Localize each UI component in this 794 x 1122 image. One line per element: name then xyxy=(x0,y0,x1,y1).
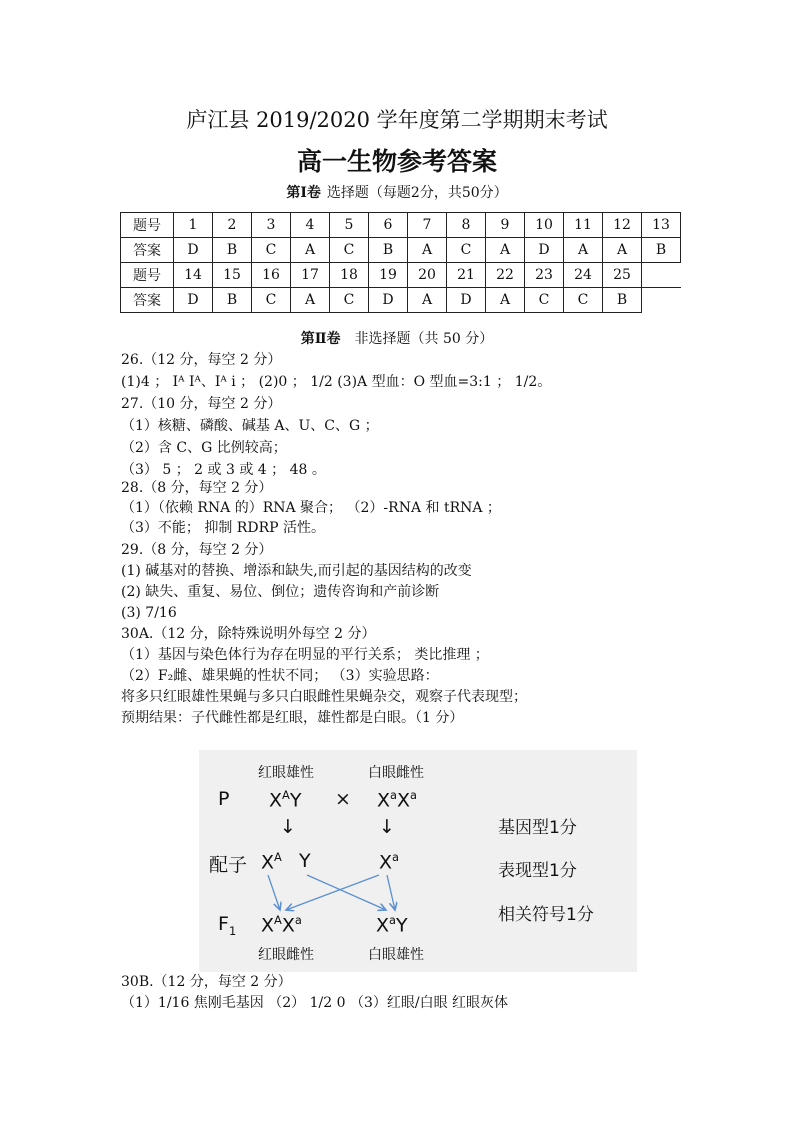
row-label: 答案 xyxy=(121,288,174,313)
table-cell: C xyxy=(525,288,564,313)
female-parent-label: 白眼雌性 xyxy=(368,765,424,781)
question-row-1 xyxy=(121,213,681,238)
male-genotype: $X^AY$ xyxy=(269,788,302,812)
table-cell: 6 xyxy=(369,213,408,238)
table-cell: 10 xyxy=(525,213,564,238)
table-cell: 5 xyxy=(330,213,369,238)
gamete-label: 配子 xyxy=(209,854,248,876)
table-cell: 9 xyxy=(486,213,525,238)
table-cell: B xyxy=(603,288,642,313)
f1-male-genotype: $X^aY$ xyxy=(376,913,408,937)
table-cell: D xyxy=(174,238,213,263)
down-arrow-icon: ↓ xyxy=(280,816,296,838)
question-row-2 xyxy=(121,263,681,288)
answer-line: (1) 碱基对的替换、增添和缺失,而引起的基因结构的改变 xyxy=(121,563,472,579)
scoring-note: 基因型1分 xyxy=(498,818,577,838)
table-cell: 16 xyxy=(252,263,291,288)
answer-line: (2) 缺失、重复、易位、倒位；遗传咨询和产前诊断 xyxy=(121,584,440,600)
table-cell: 19 xyxy=(369,263,408,288)
answer-line: 29.（8 分，每空 2 分） xyxy=(121,542,273,558)
answer-line: （1）核糖、磷酸、碱基 A、U、C、G ； xyxy=(121,418,379,434)
table-cell: 21 xyxy=(447,263,486,288)
answer-row-2 xyxy=(121,288,681,313)
table-cell: 7 xyxy=(408,213,447,238)
table-cell: C xyxy=(447,238,486,263)
table-cell: A xyxy=(408,238,447,263)
table-cell: 24 xyxy=(564,263,603,288)
table-cell: 3 xyxy=(252,213,291,238)
gamete-arrow xyxy=(268,875,280,910)
table-cell: 15 xyxy=(213,263,252,288)
answer-line: （3） 5 ； 2 或 3 或 4 ； 48 。 xyxy=(121,462,326,478)
table-cell: 13 xyxy=(642,213,681,238)
p-generation-label: P xyxy=(218,788,230,810)
section-2-label: 第Ⅱ卷 xyxy=(300,331,341,347)
gamete-arrow xyxy=(307,875,386,910)
table-cell: B xyxy=(642,238,681,263)
scoring-note: 表现型1分 xyxy=(498,861,577,881)
row-label: 题号 xyxy=(121,213,174,238)
table-cell: A xyxy=(603,238,642,263)
section-1-desc: 选择题（每题2分，共50分） xyxy=(326,185,508,201)
answer-line: 26.（12 分，每空 2 分） xyxy=(121,352,282,368)
answer-line: （1）基因与染色体行为存在明显的平行关系； 类比推理 ； xyxy=(121,647,489,663)
section-1-label: 第Ⅰ卷 xyxy=(286,185,321,201)
answer-line: 30A.（12 分，除特殊说明外每空 2 分） xyxy=(121,626,376,642)
gamete-arrow xyxy=(286,875,379,910)
table-cell: C xyxy=(564,288,603,313)
gamete-arrow xyxy=(387,875,395,910)
answer-line: （2）含 C、G 比例较高； xyxy=(121,440,287,456)
empty-cell xyxy=(642,263,681,288)
table-cell: 1 xyxy=(174,213,213,238)
table-cell: 14 xyxy=(174,263,213,288)
answer-line: (1)4 ； Iᴬ Iᴬ、Iᴬ i ； (2)0 ； 1/2 (3)A 型血：O 型血=3:1 ； 1/2。 xyxy=(121,374,552,390)
section-1-heading xyxy=(0,182,794,202)
table-cell: 4 xyxy=(291,213,330,238)
gamete-xa-recessive: $X^a$ xyxy=(379,850,400,874)
f1-label: $F_1$ xyxy=(218,913,237,938)
gamete-y: Y xyxy=(299,850,311,872)
table-cell: 25 xyxy=(603,263,642,288)
table-cell: A xyxy=(564,238,603,263)
table-cell: 18 xyxy=(330,263,369,288)
table-cell: D xyxy=(525,238,564,263)
cross-sign: × xyxy=(335,788,351,810)
down-arrow-icon: ↓ xyxy=(379,816,395,838)
f1-male-phenotype: 白眼雄性 xyxy=(368,947,424,963)
table-cell: A xyxy=(486,288,525,313)
table-cell: 8 xyxy=(447,213,486,238)
answer-line: 将多只红眼雄性果蝇与多只白眼雌性果蝇杂交，观察子代表现型； xyxy=(121,689,527,705)
table-cell: B xyxy=(213,288,252,313)
female-genotype: $X^aX^a$ xyxy=(377,788,418,812)
male-parent-label: 红眼雄性 xyxy=(258,765,314,781)
answer-line: 28.（8 分，每空 2 分） xyxy=(121,480,273,496)
answer-key-title: 高一生物参考答案 xyxy=(296,147,497,176)
table-cell: 20 xyxy=(408,263,447,288)
answer-line: （1）1/16 焦刚毛基因 （2） 1/2 0 （3）红眼/白眼 红眼灰体 xyxy=(121,995,509,1011)
row-label: 答案 xyxy=(121,238,174,263)
answer-line: （3）不能； 抑制 RDRP 活性。 xyxy=(121,520,325,536)
section-2-desc: 非选择题（共 50 分） xyxy=(354,331,494,347)
answer-line: 27.（10 分，每空 2 分） xyxy=(121,396,282,412)
table-cell: D xyxy=(447,288,486,313)
answer-line: （1）（依赖 RNA 的）RNA 聚合； （2）-RNA 和 tRNA ； xyxy=(121,500,501,516)
table-cell: 22 xyxy=(486,263,525,288)
answer-line: 30B.（12 分，每空 2 分） xyxy=(121,974,292,990)
table-cell: B xyxy=(213,238,252,263)
answer-line: 预期结果：子代雌性都是红眼，雄性都是白眼。（1 分） xyxy=(121,710,464,726)
table-cell: 12 xyxy=(603,213,642,238)
table-cell: 17 xyxy=(291,263,330,288)
answer-row-1 xyxy=(121,238,681,263)
exam-title: 庐江县 2019/2020 学年度第二学期期末考试 xyxy=(186,108,608,132)
table-cell: 2 xyxy=(213,213,252,238)
table-cell: C xyxy=(252,238,291,263)
scoring-note: 相关符号1分 xyxy=(498,905,594,925)
table-cell: A xyxy=(408,288,447,313)
table-cell: A xyxy=(486,238,525,263)
answer-table xyxy=(120,212,681,313)
section-2-heading xyxy=(0,328,794,348)
table-cell: C xyxy=(330,288,369,313)
table-cell: 11 xyxy=(564,213,603,238)
empty-cell xyxy=(642,288,681,313)
table-cell: C xyxy=(330,238,369,263)
table-cell: C xyxy=(252,288,291,313)
table-cell: D xyxy=(174,288,213,313)
table-cell: B xyxy=(369,238,408,263)
gamete-xa-dominant: $X^A$ xyxy=(261,850,282,874)
answer-line: （2）F₂雌、雄果蝇的性状不同； （3）实验思路： xyxy=(121,668,439,684)
row-label: 题号 xyxy=(121,263,174,288)
table-cell: A xyxy=(291,288,330,313)
table-cell: A xyxy=(291,238,330,263)
table-cell: D xyxy=(369,288,408,313)
answer-line: (3) 7/16 xyxy=(121,605,177,621)
table-cell: 23 xyxy=(525,263,564,288)
f1-female-genotype: $X^AX^a$ xyxy=(261,913,302,937)
genetic-cross-diagram xyxy=(199,750,637,972)
f1-female-phenotype: 红眼雌性 xyxy=(258,947,314,963)
